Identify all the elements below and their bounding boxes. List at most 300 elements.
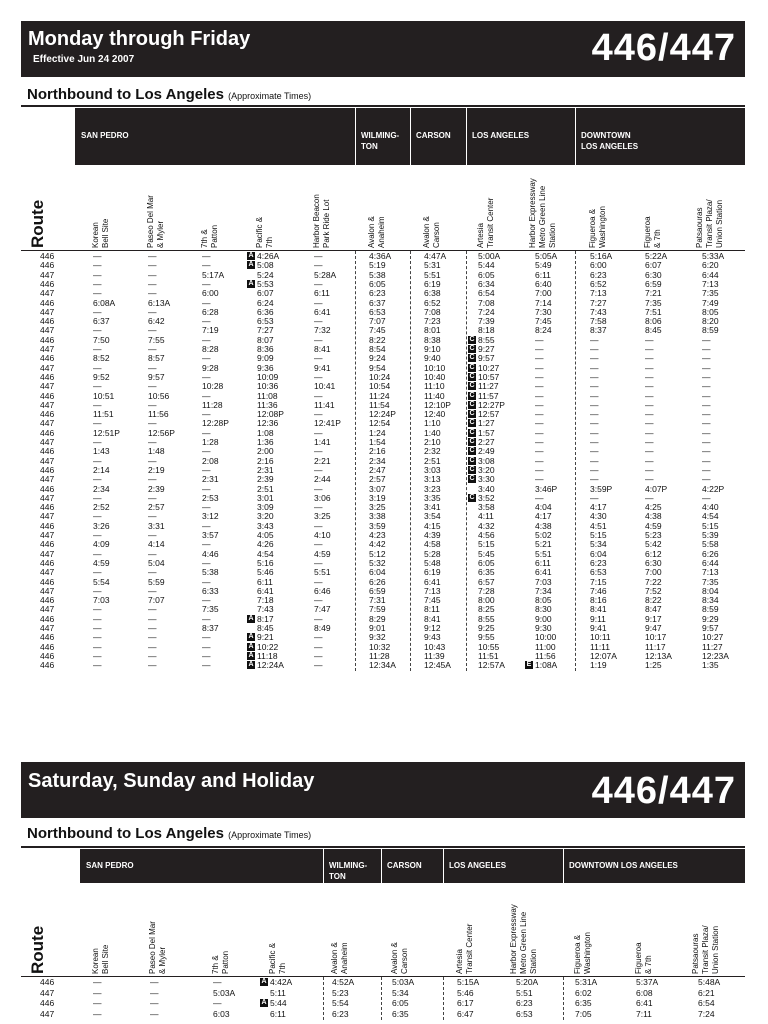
time-cell: 5:51 <box>424 269 441 280</box>
time-cell <box>260 999 287 1008</box>
time-cell: 6:11 <box>535 269 551 280</box>
time-cell: — <box>590 399 599 410</box>
time-cell: — <box>148 641 157 652</box>
weekend-route-number: 446/447 <box>591 770 736 812</box>
time-cell: 6:44 <box>702 269 719 280</box>
time-cell: 4:59 <box>645 520 662 531</box>
time-cell: 1:10 <box>424 418 441 429</box>
time-cell: — <box>202 641 211 652</box>
table-row <box>21 1010 745 1019</box>
time-cell: 8:55 <box>478 613 495 624</box>
time-cell: 6:00 <box>202 288 219 299</box>
time-cell: 4:15 <box>424 520 441 531</box>
time-cell: 3:38 <box>369 511 386 522</box>
time-cell: — <box>93 998 102 1008</box>
stop-name: Patsaouras Transit Plaza/ Union Station <box>695 199 724 248</box>
route-number-cell: 447 <box>40 623 55 633</box>
time-cell: 12:23A <box>702 650 729 661</box>
time-cell: 1:28 <box>202 437 219 447</box>
time-cell: 4:23 <box>369 530 386 540</box>
time-cell: 7:27 <box>590 297 607 308</box>
time-cell: 5:15 <box>590 530 607 540</box>
stop-name: Harbor Beacon Park Ride Lot <box>312 194 331 248</box>
route-number-cell: 446 <box>40 660 55 671</box>
time-cell: — <box>590 353 599 364</box>
time-cell: — <box>645 409 654 420</box>
time-cell: 9:28 <box>202 362 219 373</box>
stop-name: Avalon & Anaheim <box>330 942 349 974</box>
time-cell: — <box>93 381 102 392</box>
time-cell: 6:07 <box>645 260 662 271</box>
time-cell: 7:21 <box>645 288 662 299</box>
time-cell: 7:47 <box>314 604 331 615</box>
time-cell: 5:46 <box>257 567 274 578</box>
time-cell: 3:57 <box>202 530 219 540</box>
time-cell: 11:51 <box>93 409 114 420</box>
time-cell: — <box>202 539 211 550</box>
time-cell: 8:11 <box>424 604 440 615</box>
time-cell: 4:04 <box>535 502 552 513</box>
note-badge: A <box>261 978 267 985</box>
weekend-top-rule <box>21 846 745 848</box>
time-cell: — <box>148 492 157 503</box>
time-cell: 9:57 <box>702 623 719 633</box>
time-cell: 2:34 <box>93 483 110 494</box>
time-cell: — <box>93 418 102 429</box>
time-cell: — <box>148 362 157 373</box>
time-cell: 5:04 <box>148 557 165 568</box>
time-cell: 6:08A <box>93 297 116 308</box>
time-cell: — <box>202 557 211 568</box>
time-cell: 5:02 <box>535 530 552 540</box>
time-cell: 11:56 <box>148 409 169 420</box>
note-badge: C <box>469 363 475 371</box>
time-cell: — <box>93 585 102 596</box>
time-cell: — <box>202 278 211 289</box>
table-row <box>21 540 745 549</box>
time-cell: 4:11 <box>478 511 494 522</box>
time-cell: 6:11 <box>270 1008 286 1019</box>
time-cell: 5:28 <box>424 548 441 559</box>
time-cell: 7:28 <box>478 585 495 596</box>
time-cell: — <box>535 446 544 457</box>
time-cell: 6:41 <box>424 576 441 587</box>
time-cell: — <box>590 446 599 457</box>
time-cell: — <box>590 390 599 401</box>
time-cell: 7:07 <box>369 316 386 327</box>
time-cell: 12:41P <box>314 418 341 429</box>
time-cell: — <box>645 399 654 410</box>
time-cell: 5:54 <box>332 998 349 1008</box>
time-cell: — <box>93 650 102 661</box>
time-cell: 6:08 <box>636 987 653 998</box>
time-cell: 6:52 <box>424 297 441 308</box>
time-cell: 7:00 <box>645 567 662 578</box>
time-cell: — <box>93 251 102 261</box>
route-number-cell: 446 <box>40 557 55 568</box>
time-value: 9:27 <box>478 344 495 354</box>
time-cell: 1:48 <box>148 446 165 457</box>
time-cell: 6:30 <box>645 557 662 568</box>
time-cell: 8:57 <box>148 353 165 364</box>
time-cell: 5:23 <box>645 530 662 540</box>
time-cell: 9:36 <box>257 362 274 373</box>
route-number-cell: 447 <box>40 1008 55 1019</box>
time-cell: — <box>93 511 102 522</box>
time-cell: 3:07 <box>369 483 386 494</box>
time-cell: 8:37 <box>202 623 219 633</box>
note-badge: C <box>469 335 475 343</box>
time-cell: — <box>150 977 159 987</box>
time-cell: 9:10 <box>424 344 441 354</box>
time-value: 5:53 <box>257 278 274 289</box>
time-cell: 6:30 <box>645 269 662 280</box>
time-cell: 5:11 <box>270 987 286 998</box>
route-number-cell: 446 <box>40 334 55 345</box>
time-cell: 7:50 <box>93 334 110 345</box>
stop-name: Artesia Transit Center <box>455 923 474 974</box>
note-badge: C <box>469 456 475 464</box>
time-cell: 4:54 <box>702 511 719 522</box>
time-cell: — <box>202 297 211 308</box>
time-cell: — <box>202 595 211 606</box>
time-cell: 1:25 <box>645 660 662 671</box>
stop-name: Korean Bell Site <box>91 944 110 974</box>
time-cell: 6:20 <box>702 260 719 271</box>
group-divider <box>381 849 382 883</box>
time-cell: 3:59P <box>590 483 613 494</box>
time-cell: — <box>314 390 323 401</box>
group-divider <box>466 108 467 165</box>
time-cell: 10:11 <box>590 632 611 643</box>
time-cell: 10:17 <box>645 632 667 643</box>
time-cell: 8:18 <box>478 325 495 336</box>
time-cell <box>525 661 557 670</box>
time-value: 5:44 <box>270 998 287 1008</box>
time-cell: 10:28 <box>202 381 224 392</box>
time-cell: 7:24 <box>698 1008 715 1019</box>
time-cell: — <box>93 344 102 354</box>
time-cell: 10:32 <box>369 641 391 652</box>
stop-name: 7th & Patton <box>211 950 230 974</box>
time-cell: 7:13 <box>590 288 607 299</box>
table-row <box>21 261 745 270</box>
time-cell: — <box>93 362 102 373</box>
time-cell: 8:38 <box>424 334 441 345</box>
time-cell: 8:41 <box>314 344 331 354</box>
time-cell: 5:58 <box>702 539 719 550</box>
time-cell: 3:35 <box>424 492 441 503</box>
table-row <box>21 568 745 577</box>
time-cell: 9:57 <box>148 371 165 382</box>
route-number-cell: 446 <box>40 650 55 661</box>
time-cell: 3:19 <box>369 492 386 503</box>
time-cell: 6:00 <box>590 260 607 271</box>
time-cell: 7:23 <box>424 316 441 327</box>
time-cell: 5:05A <box>535 251 558 261</box>
note-badge: C <box>469 372 475 380</box>
time-cell: 6:28 <box>202 306 219 317</box>
time-cell: 2:51 <box>257 483 274 494</box>
time-cell: 4:26 <box>257 539 274 550</box>
time-cell: 8:41 <box>424 613 441 624</box>
time-cell: 3:43 <box>257 520 274 531</box>
time-cell: 4:09 <box>93 539 110 550</box>
group-label: LOS ANGELES <box>472 131 530 140</box>
time-cell: 7:11 <box>636 1008 652 1019</box>
time-cell: 8:01 <box>424 325 441 336</box>
time-cell: 4:58 <box>424 539 441 550</box>
time-cell: 4:59 <box>93 557 110 568</box>
time-cell: 7:35 <box>645 297 662 308</box>
time-cell: — <box>590 418 599 429</box>
time-cell: — <box>93 474 102 485</box>
time-cell: 7:32 <box>314 325 331 336</box>
time-cell: — <box>93 604 102 615</box>
group-label: SAN PEDRO <box>81 131 129 140</box>
time-cell: — <box>93 288 102 299</box>
time-cell: — <box>93 306 102 317</box>
stop-name: Figueroa & 7th <box>634 942 653 974</box>
time-cell: 9:30 <box>535 623 552 633</box>
time-cell: 9:54 <box>369 362 386 373</box>
time-cell: 4:39 <box>424 530 441 540</box>
time-cell: 11:54 <box>369 399 390 410</box>
time-cell: — <box>702 371 711 382</box>
time-value: 2:49 <box>478 446 495 457</box>
time-cell: — <box>702 464 711 475</box>
time-cell: 1:35 <box>702 660 719 671</box>
time-cell: 6:05 <box>478 269 495 280</box>
stop-name: Paseo Del Mar & Myler <box>148 921 167 974</box>
time-cell: 1:19 <box>590 660 607 671</box>
time-cell: 10:43 <box>424 641 446 652</box>
time-cell: 3:25 <box>369 502 386 513</box>
time-cell: 6:37 <box>369 297 386 308</box>
time-cell: — <box>93 567 102 578</box>
time-cell: 5:32 <box>369 557 386 568</box>
time-cell: — <box>202 334 211 345</box>
route-number-cell: 446 <box>40 316 55 327</box>
note-badge: A <box>248 614 254 622</box>
time-cell: — <box>314 409 323 420</box>
time-cell: — <box>702 427 711 438</box>
time-cell: — <box>535 362 544 373</box>
group-label: SAN PEDRO <box>86 861 134 870</box>
time-cell: 7:05 <box>575 1008 592 1019</box>
time-cell: 7:13 <box>702 278 719 289</box>
time-cell: 5:16 <box>257 557 274 568</box>
time-cell: 1:43 <box>93 446 110 457</box>
time-cell: 3:41 <box>424 502 441 513</box>
time-cell: 6:33 <box>202 585 219 596</box>
time-cell: 12:51P <box>93 427 120 438</box>
time-cell: — <box>535 409 544 420</box>
time-cell: 4:46 <box>202 548 219 559</box>
note-badge: C <box>469 400 475 408</box>
time-cell: 4:07P <box>645 483 668 494</box>
time-cell: — <box>314 576 323 587</box>
time-cell: 7:08 <box>424 306 441 317</box>
time-cell: 10:36 <box>257 381 279 392</box>
stop-name: Harbor Expressway Metro Green Line Station <box>528 178 557 248</box>
time-cell: — <box>93 1008 102 1019</box>
group-divider <box>575 108 576 165</box>
time-cell: 6:54 <box>478 288 495 299</box>
time-cell: — <box>314 557 323 568</box>
time-cell: 6:59 <box>645 278 662 289</box>
time-cell: — <box>314 464 323 475</box>
time-value: 12:57 <box>478 409 500 420</box>
weekday-title: Monday through Friday <box>28 28 251 50</box>
time-cell: — <box>93 987 102 998</box>
time-cell: 6:41 <box>314 306 331 317</box>
time-cell: — <box>148 604 157 615</box>
time-cell: 7:43 <box>257 604 274 615</box>
time-cell: — <box>314 316 323 327</box>
time-cell: 12:54 <box>369 418 391 429</box>
time-cell: — <box>148 418 157 429</box>
time-cell: 4:51 <box>590 520 607 531</box>
time-cell: — <box>202 316 211 327</box>
weekend-subheading <box>27 825 311 842</box>
time-cell: — <box>148 278 157 289</box>
time-cell: — <box>702 390 711 401</box>
route-number-cell: 446 <box>40 371 55 382</box>
time-value: 11:27 <box>478 381 499 392</box>
time-cell: — <box>148 381 157 392</box>
time-cell: 6:03 <box>213 1008 230 1019</box>
time-cell: — <box>202 390 211 401</box>
time-cell: — <box>590 381 599 392</box>
group-label: DOWNTOWN LOS ANGELES <box>569 861 678 870</box>
time-cell: 7:13 <box>424 585 441 596</box>
time-cell: 8:00 <box>478 595 495 606</box>
time-cell: 3:01 <box>257 492 274 503</box>
route-number-cell: 446 <box>40 297 55 308</box>
time-cell: 4:14 <box>148 539 165 550</box>
time-cell: 9:47 <box>645 623 662 633</box>
time-cell: — <box>645 362 654 373</box>
route-number-cell: 446 <box>40 613 55 624</box>
time-value: 1:27 <box>478 418 495 429</box>
time-cell: 6:05 <box>392 998 409 1008</box>
route-number-cell: 446 <box>40 576 55 587</box>
time-cell: — <box>645 474 654 485</box>
time-cell: 2:31 <box>257 464 274 475</box>
note-badge: C <box>469 391 475 399</box>
time-cell: 4:17 <box>535 511 552 522</box>
time-cell: 1:24 <box>369 427 386 438</box>
time-cell: 8:45 <box>645 325 662 336</box>
note-badge: A <box>248 661 254 669</box>
time-cell: 5:51 <box>314 567 331 578</box>
time-cell: — <box>93 977 102 987</box>
time-cell: 6:41 <box>636 998 653 1008</box>
time-cell: 7:08 <box>478 297 495 308</box>
route-number-cell: 447 <box>40 511 55 522</box>
time-cell: 2:16 <box>369 446 386 457</box>
time-cell: — <box>148 660 157 671</box>
note-badge: C <box>469 465 475 473</box>
time-cell: — <box>148 613 157 624</box>
note-badge: A <box>248 633 254 641</box>
group-label: WILMING- TON <box>329 861 368 881</box>
time-value: 10:27 <box>478 362 500 373</box>
time-cell: 5:46 <box>457 987 474 998</box>
time-cell: — <box>645 464 654 475</box>
time-cell: 8:59 <box>702 325 719 336</box>
time-cell: 3:13 <box>424 474 441 485</box>
time-cell: — <box>314 371 323 382</box>
time-value: 5:08 <box>257 260 274 271</box>
weekend-group-band <box>80 849 745 883</box>
time-cell: 5:44 <box>478 260 495 271</box>
time-value: 3:08 <box>478 455 495 466</box>
time-cell: 5:12 <box>369 548 386 559</box>
stop-name: Korean Bell Site <box>91 218 110 248</box>
time-cell: — <box>202 520 211 531</box>
time-cell: 6:04 <box>590 548 607 559</box>
time-cell: — <box>148 623 157 633</box>
time-cell: — <box>314 446 323 457</box>
time-cell: — <box>590 371 599 382</box>
time-cell <box>247 261 274 270</box>
route-number-cell: 446 <box>40 520 55 531</box>
time-cell: 8:59 <box>702 604 719 615</box>
time-cell: 8:30 <box>535 604 552 615</box>
group-divider <box>323 849 324 883</box>
time-cell: 6:21 <box>698 987 715 998</box>
time-cell: — <box>702 474 711 485</box>
time-cell: — <box>702 344 711 354</box>
time-cell: 6:26 <box>369 576 386 587</box>
time-cell: 12:40 <box>424 409 446 420</box>
time-cell: 5:48 <box>424 557 441 568</box>
time-cell: 11:28 <box>202 399 223 410</box>
route-number-cell: 447 <box>40 455 55 466</box>
time-cell: 6:53 <box>590 567 607 578</box>
route-number-cell: 447 <box>40 492 55 503</box>
route-number-cell: 447 <box>40 437 55 447</box>
time-cell: 6:38 <box>424 288 441 299</box>
time-cell: — <box>148 251 157 261</box>
time-cell: — <box>645 334 654 345</box>
time-cell: 12:34A <box>369 660 396 671</box>
time-cell: — <box>148 650 157 661</box>
time-value: 1:08A <box>535 660 558 671</box>
time-cell: — <box>148 511 157 522</box>
time-cell: 6:35 <box>478 567 495 578</box>
time-cell: 8:16 <box>590 595 607 606</box>
time-cell: 7:52 <box>645 585 662 596</box>
time-cell: — <box>702 409 711 420</box>
time-cell: 7:49 <box>702 297 719 308</box>
time-cell: 10:51 <box>93 390 115 401</box>
time-cell: 2:08 <box>202 455 219 466</box>
time-cell: 9:12 <box>424 623 441 633</box>
note-badge: C <box>469 438 475 445</box>
time-cell: — <box>213 998 222 1008</box>
time-cell: 8:36 <box>257 344 274 354</box>
time-cell: 6:23 <box>590 557 607 568</box>
time-cell: — <box>314 641 323 652</box>
time-cell: 2:16 <box>257 455 274 466</box>
note-badge: A <box>248 252 254 259</box>
time-cell: 12:07A <box>590 650 617 661</box>
time-cell: — <box>590 362 599 373</box>
effective-date: Effective Jun 24 2007 <box>33 54 135 65</box>
